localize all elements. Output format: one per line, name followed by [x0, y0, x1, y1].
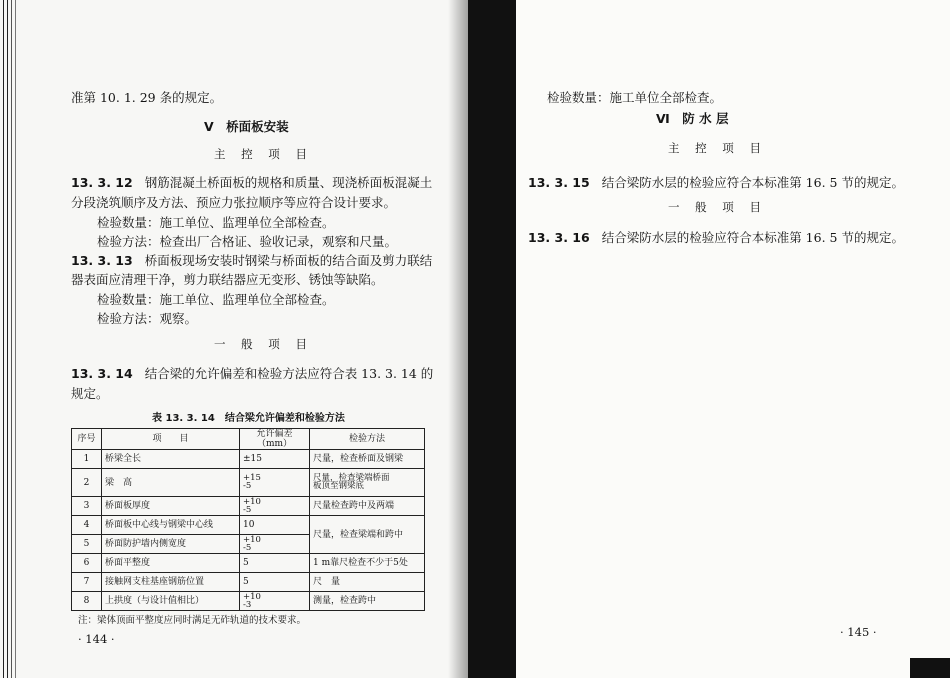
clause-13-3-15	[528, 173, 904, 191]
row-item: 接触网支柱基座钢筋位置	[102, 573, 240, 592]
table-row	[72, 450, 425, 469]
header-item: 项 目	[102, 429, 240, 450]
tolerance-upper: +10	[243, 534, 261, 545]
tolerance-lower: -3	[243, 599, 252, 610]
section-title: Ⅴ 桥面板安装	[204, 119, 289, 134]
row-item: 上拱度（与设计值相比）	[102, 592, 240, 611]
row-item: 桥面板中心线与钢梁中心线	[102, 516, 240, 535]
row-tolerance	[240, 535, 310, 554]
clause-text: 结合梁的允许偏差和检验方法应符合表 13. 3. 14 的	[144, 366, 434, 381]
page-number: · 145 ·	[840, 625, 877, 639]
clause-text: 结合梁防水层的检验应符合本标准第 16. 5 节的规定。	[601, 175, 904, 190]
row-method: 1 m靠尺检查不少于5处	[310, 554, 425, 573]
row-no: 5	[72, 535, 102, 554]
clause-13-3-14	[71, 364, 433, 382]
row-method: 尺 量	[310, 573, 425, 592]
row-no: 7	[72, 573, 102, 592]
row-no: 6	[72, 554, 102, 573]
row-method: 尺量检查跨中及两端	[310, 497, 425, 516]
method-line: 尺量，检查梁端桥面	[313, 473, 390, 483]
clause-number: 13. 3. 12	[71, 175, 133, 190]
inspection-quantity: 检验数量：施工单位、监理单位全部检查。	[97, 215, 335, 230]
general-items-heading: 一 般 项 目	[668, 200, 767, 214]
row-tolerance: 5	[240, 573, 310, 592]
tolerance-upper: +10	[243, 496, 261, 507]
table-header-row	[72, 429, 425, 450]
row-tolerance	[240, 469, 310, 497]
table-row	[72, 469, 425, 497]
inspection-method: 检验方法：观察。	[97, 311, 198, 326]
row-tolerance	[240, 497, 310, 516]
row-no: 2	[72, 469, 102, 497]
tolerance-table	[71, 428, 425, 611]
tolerance-upper: +15	[243, 473, 261, 483]
tolerance-lower: -5	[243, 542, 252, 553]
row-no: 3	[72, 497, 102, 516]
tolerance-lower: -5	[243, 504, 252, 515]
row-tolerance: 5	[240, 554, 310, 573]
clause-text-cont: 规定。	[71, 386, 109, 401]
row-item: 桥面平整度	[102, 554, 240, 573]
clause-number: 13. 3. 13	[71, 253, 133, 268]
row-method-merged: 尺量，检查梁端和跨中	[310, 516, 425, 554]
row-method: 尺量，检查桥面及钢梁	[310, 450, 425, 469]
row-item: 桥面板厚度	[102, 497, 240, 516]
continuation-line: 准第 10. 1. 29 条的规定。	[71, 90, 223, 105]
row-tolerance: ±15	[240, 450, 310, 469]
section-title: Ⅵ 防 水 层	[656, 111, 729, 126]
clause-text: 钢筋混凝土桥面板的规格和质量、现浇桥面板混凝土	[144, 175, 433, 190]
clause-13-3-16	[528, 228, 904, 246]
book-gutter	[468, 0, 516, 678]
main-control-heading: 主 控 项 目	[214, 147, 313, 161]
general-items-heading: 一 般 项 目	[214, 337, 313, 351]
table-row	[72, 497, 425, 516]
clause-number: 13. 3. 14	[71, 366, 133, 381]
header-tolerance: 允许偏差（mm）	[240, 429, 310, 450]
method-line: 板顶至钢梁底	[313, 481, 365, 491]
page-edge-stack	[0, 0, 22, 678]
table-row	[72, 554, 425, 573]
scan-corner	[910, 658, 950, 678]
header-no: 序号	[72, 429, 102, 450]
inspection-method: 检验方法：检查出厂合格证、验收记录，观察和尺量。	[97, 234, 398, 249]
page-number: · 144 ·	[78, 632, 115, 646]
main-control-heading: 主 控 项 目	[668, 141, 767, 155]
clause-number: 13. 3. 15	[528, 175, 590, 190]
clause-text: 桥面板现场安装时钢梁与桥面板的结合面及剪力联结	[144, 253, 433, 268]
clause-text: 结合梁防水层的检验应符合本标准第 16. 5 节的规定。	[601, 230, 904, 245]
row-item: 梁 高	[102, 469, 240, 497]
clause-text-cont: 器表面应清理干净，剪力联结器应无变形、锈蚀等缺陷。	[71, 272, 384, 287]
header-method: 检验方法	[310, 429, 425, 450]
row-no: 8	[72, 592, 102, 611]
table-row	[72, 592, 425, 611]
gutter-shadow	[448, 0, 468, 678]
clause-13-3-12	[71, 173, 432, 191]
table-row	[72, 573, 425, 592]
table-note: 注：梁体顶面平整度应同时满足无砟轨道的技术要求。	[78, 615, 307, 626]
row-no: 1	[72, 450, 102, 469]
inspection-quantity: 检验数量：施工单位全部检查。	[547, 90, 723, 105]
tolerance-lower: -5	[243, 481, 252, 491]
row-item: 桥面防护墙内侧宽度	[102, 535, 240, 554]
row-tolerance	[240, 592, 310, 611]
row-method	[310, 469, 425, 497]
table-row	[72, 516, 425, 535]
tolerance-upper: +10	[243, 591, 261, 602]
row-tolerance: 10	[240, 516, 310, 535]
row-no: 4	[72, 516, 102, 535]
inspection-quantity: 检验数量：施工单位、监理单位全部检查。	[97, 292, 335, 307]
clause-text-cont: 分段浇筑顺序及方法、预应力张拉顺序等应符合设计要求。	[71, 195, 397, 210]
row-item: 桥梁全长	[102, 450, 240, 469]
table-title: 表 13. 3. 14 结合梁允许偏差和检验方法	[152, 413, 345, 424]
row-method: 测量，检查跨中	[310, 592, 425, 611]
clause-13-3-13	[71, 251, 432, 269]
clause-number: 13. 3. 16	[528, 230, 590, 245]
